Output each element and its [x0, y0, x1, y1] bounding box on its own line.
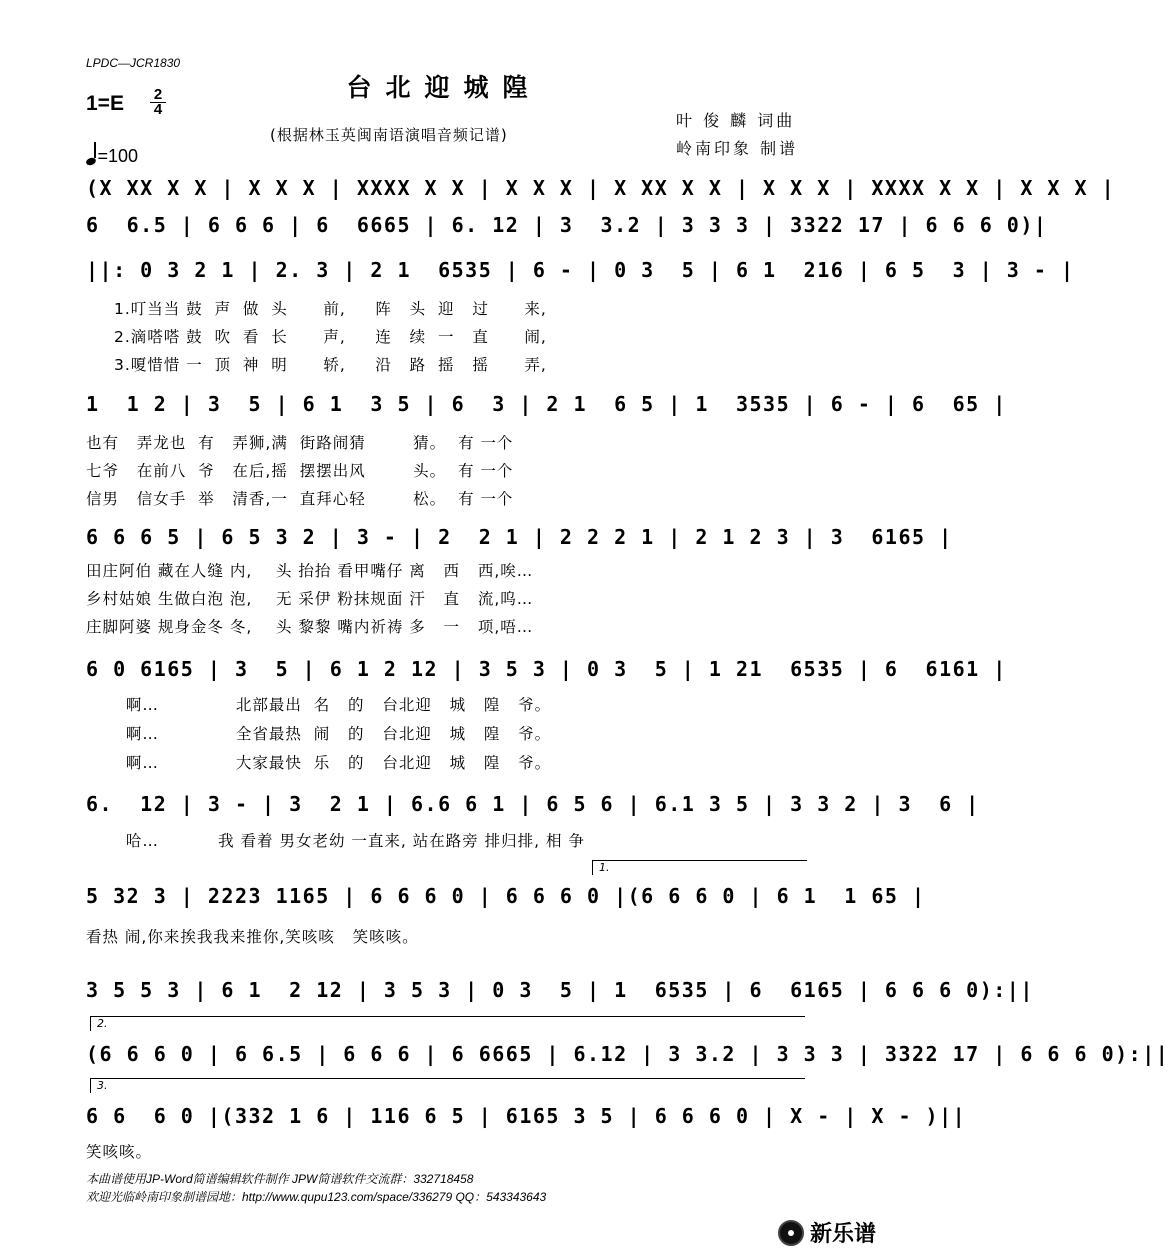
- song-title: 台北迎城隍: [346, 73, 542, 102]
- tempo-marking: [86, 146, 138, 167]
- score-line-3: ||: 0 3 2 1 | 2. 3 | 2 1 6535 | 6 - | 0 3 5 | 6 1 216 | 6 5 3 | 3 - |: [86, 258, 1075, 282]
- time-signature: [150, 88, 166, 117]
- credit-lyrics: 叶 俊 麟 词曲: [676, 111, 796, 130]
- key-signature: 1=E: [86, 92, 124, 115]
- tempo-value: =100: [97, 146, 139, 166]
- score-line-1: (X XX X X | X X X | XXXX X X | X X X | X XX X X | X X X | XXXX X X | X X X |: [86, 176, 1116, 200]
- lyric-line-6b: 啊… 全省最热 闹 的 台北迎 城 隍 爷。: [114, 725, 552, 743]
- lyric-line-3c: 3.嗄惜惜 一 顶 神 明 轿, 沿 路 摇 摇 弄,: [114, 356, 547, 374]
- ending-3-bracket: 3.: [90, 1078, 805, 1093]
- footer-line-1: 本曲谱使用JP-Word简谱编辑软件制作 JPW简谱软件交流群：332718458: [86, 1172, 474, 1186]
- lyric-line-8: 看热 闹,你来挨我我来推你,笑咳咳 笑咳咳。: [86, 928, 419, 946]
- lyric-line-6a: 啊… 北部最出 名 的 台北迎 城 隍 爷。: [114, 696, 552, 714]
- score-line-8: 5 32 3 | 2223 1165 | 6 6 6 0 | 6 6 6 0 |(6 6 6 0 | 6 1 1 65 |: [86, 884, 926, 908]
- lyric-line-3a: 1.叮当当 鼓 声 做 头 前, 阵 头 迎 过 来,: [114, 300, 547, 318]
- lyric-line-4a: 也有 弄龙也 有 弄狮,满 街路闹猜 猜。 有 一个: [86, 434, 514, 452]
- score-line-2: 6 6.5 | 6 6 6 | 6 6665 | 6. 12 | 3 3.2 | 3 3 3 | 3322 17 | 6 6 6 0)|: [86, 213, 1048, 237]
- quarter-note-stem: [94, 142, 96, 158]
- lyric-line-4c: 信男 信女手 举 清香,一 直拜心轻 松。 有 一个: [86, 490, 514, 508]
- ending-2-bracket: 2.: [90, 1016, 805, 1031]
- site-logo[interactable]: [778, 1217, 876, 1248]
- footer-line-2: 欢迎光临岭南印象制谱园地：http://www.qupu123.com/space/336279 QQ：543343643: [86, 1190, 547, 1204]
- lyric-line-5a: 田庄阿伯 藏在人缝 内, 头 抬抬 看甲嘴仔 离 西 西,唉…: [86, 562, 534, 580]
- score-line-4: 1 1 2 | 3 5 | 6 1 3 5 | 6 3 | 2 1 6 5 | 1 3535 | 6 - | 6 65 |: [86, 392, 1007, 416]
- lyric-line-6c: 啊… 大家最快 乐 的 台北迎 城 隍 爷。: [114, 754, 552, 772]
- score-line-7: 6. 12 | 3 - | 3 2 1 | 6.6 6 1 | 6 5 6 | 6.1 3 5 | 3 3 2 | 3 6 |: [86, 792, 980, 816]
- score-line-10: (6 6 6 0 | 6 6.5 | 6 6 6 | 6 6665 | 6.12 | 3 3.2 | 3 3 3 | 3322 17 | 6 6 6 0):||: [86, 1042, 1169, 1066]
- meter-bottom: 4: [150, 102, 166, 117]
- lyric-line-4b: 七爷 在前八 爷 在后,摇 摆摆出风 头。 有 一个: [86, 462, 514, 480]
- lyric-line-11: 笑咳咳。: [86, 1143, 153, 1161]
- lyric-line-5c: 庄脚阿婆 规身金冬 冬, 头 黎黎 嘴内祈祷 多 一 项,唔…: [86, 618, 534, 636]
- lyric-line-5b: 乡村姑娘 生做白泡 泡, 无 采伊 粉抹规面 汗 直 流,呜…: [86, 590, 534, 608]
- ending-1-bracket: 1.: [592, 860, 807, 875]
- score-line-6: 6 0 6165 | 3 5 | 6 1 2 12 | 3 5 3 | 0 3 5 | 1 21 6535 | 6 6161 |: [86, 657, 1007, 681]
- meter-top: 2: [153, 86, 163, 103]
- score-line-5: 6 6 6 5 | 6 5 3 2 | 3 - | 2 2 1 | 2 2 2 1 | 2 1 2 3 | 3 6165 |: [86, 525, 953, 549]
- lyric-line-7: 哈… 我 看着 男女老幼 一直来, 站在路旁 排归排, 相 争: [114, 832, 585, 850]
- quarter-note-icon: [85, 157, 97, 167]
- logo-text: 新乐谱: [809, 1222, 876, 1247]
- lyric-line-3b: 2.滴嗒嗒 鼓 吹 看 长 声, 连 续 一 直 闹,: [114, 328, 547, 346]
- score-code: LPDC—JCR1830: [86, 56, 181, 70]
- vinyl-disc-icon: [778, 1220, 804, 1246]
- score-line-9: 3 5 5 3 | 6 1 2 12 | 3 5 3 | 0 3 5 | 1 6535 | 6 6165 | 6 6 6 0):||: [86, 978, 1034, 1002]
- score-line-11: 6 6 6 0 |(332 1 6 | 116 6 5 | 6165 3 5 | 6 6 6 0 | X - | X - )||: [86, 1104, 967, 1128]
- song-subtitle: (根据林玉英闽南语演唱音频记谱): [270, 126, 508, 144]
- credit-arranger: 岭南印象 制谱: [676, 139, 799, 158]
